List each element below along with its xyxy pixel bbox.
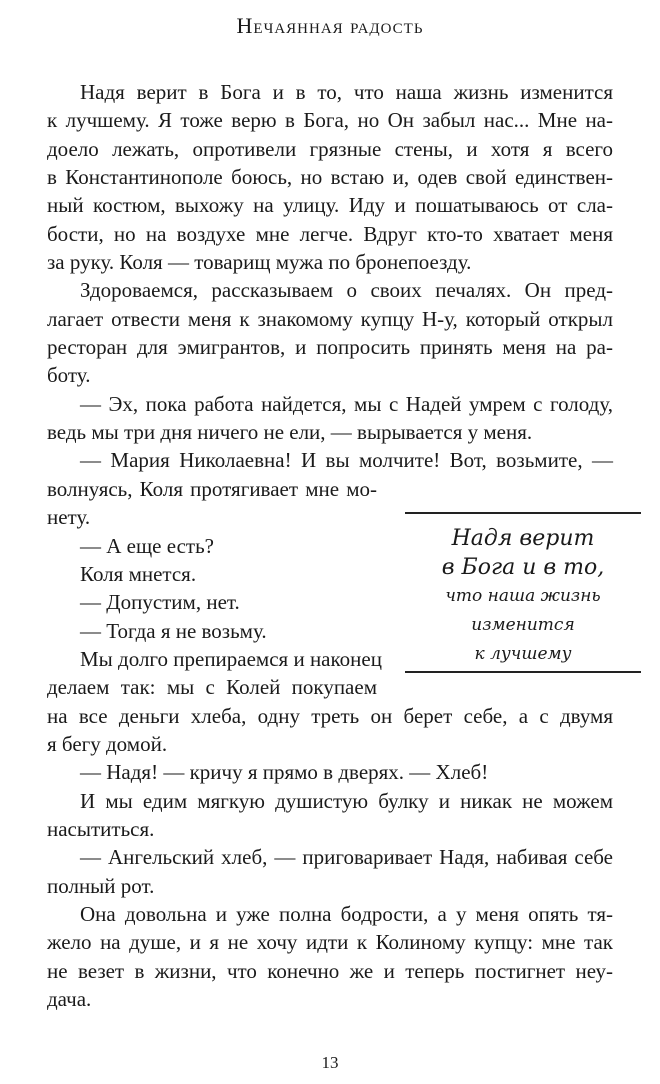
body-line: Коля мнется. (80, 562, 197, 586)
pull-quote-line: изменится (471, 615, 575, 635)
body-line: боту. (47, 363, 91, 387)
body-line: делаем так: мы с Колей покупаем (47, 675, 377, 699)
body-line: нету. (47, 505, 91, 529)
body-line: ресторан для эмигрантов, и попросить принять меня на ра- (47, 335, 613, 359)
body-line: в Константинополе боюсь, но встаю и, одев свой единствен- (47, 165, 613, 189)
body-line: Она довольна и уже полна бодрости, а у меня опять тя- (80, 902, 613, 926)
body-line: ведь мы три дня ничего не ели, — вырывается у меня. (47, 420, 533, 444)
body-line: Здороваемся, рассказываем о своих печалях. Он пред- (80, 278, 613, 302)
pull-quote (405, 512, 641, 673)
pull-quote-line: к лучшему (474, 644, 572, 664)
body-line: за руку. Коля — товарищ мужа по бронепоезду. (47, 250, 472, 274)
body-line: — Надя! — кричу я прямо в дверях. — Хлеб! (80, 760, 489, 784)
body-line: не везет в жизни, что конечно же и теперь постигнет неу- (47, 959, 613, 983)
body-line: — Тогда я не возьму. (80, 619, 267, 643)
body-line: к лучшему. Я тоже верю в Бога, но Он забыл нас... Мне на- (47, 108, 613, 132)
body-line: — Допустим, нет. (80, 590, 240, 614)
body-line: — Ангельский хлеб, — приговаривает Надя, набивая себе (80, 845, 613, 869)
pull-quote-line: Надя верит (451, 526, 595, 551)
body-line: доело лежать, опротивели грязные стены, и хотя я всего (47, 137, 613, 161)
body-line: полный рот. (47, 874, 155, 898)
pull-quote-line: что наша жизнь (445, 586, 601, 606)
page-number: 13 (321, 1053, 339, 1072)
body-line: Мы долго препираемся и наконец (80, 647, 382, 671)
body-line: дача. (47, 987, 92, 1011)
body-line: жело на душе, и я не хочу идти к Колиному купцу: мне так (47, 930, 613, 954)
body-line: я бегу домой. (47, 732, 168, 756)
body-line: — А еще есть? (80, 534, 214, 558)
body-line: бости, но на воздухе мне легче. Вдруг кто-то хватает меня (47, 222, 613, 246)
body-line: на все деньги хлеба, одну треть он берет себе, а с двумя (47, 704, 613, 728)
running-head: Нечаянная радость (236, 13, 424, 38)
body-line: — Эх, пока работа найдется, мы с Надей умрем с голоду, (80, 392, 613, 416)
body-line: ный костюм, выхожу на улицу. Иду и пошатываюсь от сла- (47, 193, 613, 217)
body-line: И мы едим мягкую душистую булку и никак не можем (80, 789, 613, 813)
body-line: волнуясь, Коля протягивает мне мо- (47, 477, 377, 501)
body-line: — Мария Николаевна! И вы молчите! Вот, возьмите, — (80, 448, 613, 472)
pull-quote-line: в Бога и в то, (441, 555, 605, 580)
body-line: насытиться. (47, 817, 155, 841)
body-line: Надя верит в Бога и в то, что наша жизнь изменится (80, 80, 613, 104)
body-line: лагает отвести меня к знакомому купцу Н-у, который открыл (47, 307, 613, 331)
